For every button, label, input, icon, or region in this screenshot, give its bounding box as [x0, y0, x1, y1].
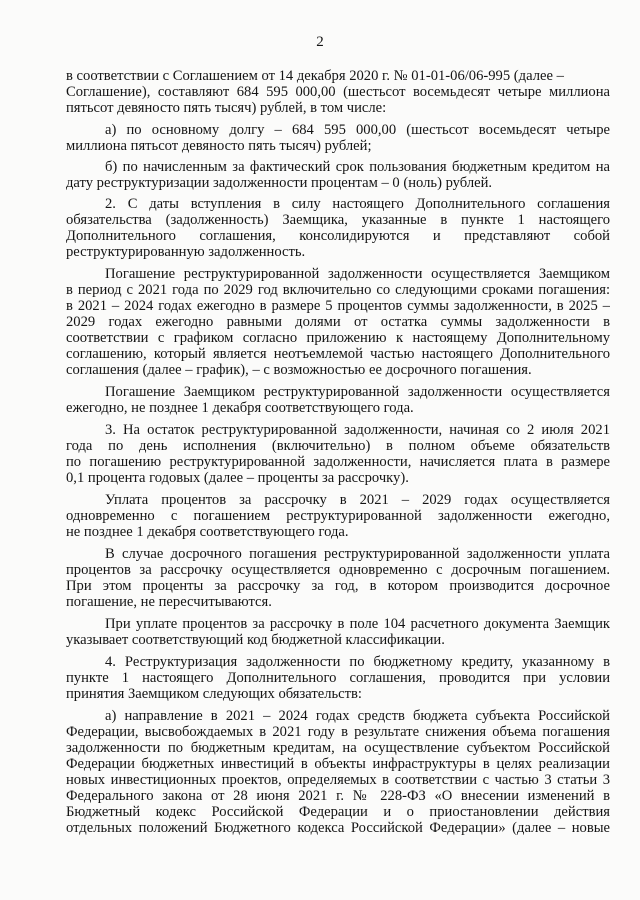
text-line: принятия Заемщиком следующих обязательств:	[66, 686, 362, 702]
text-line: пятьсот девяносто пять тысяч) рублей, в том числе:	[66, 100, 387, 116]
text-line: в 2021 – 2024 годах ежегодно в размере 5 процентов суммы задолженности, в 2025 –	[66, 298, 610, 314]
text-line: Погашение Заемщиком реструктурированной задолженности осуществляется	[105, 384, 610, 400]
text-line: года по день исполнения (включительно) в полном объеме обязательств	[66, 438, 610, 454]
text-line: 4. Реструктуризация задолженности по бюджетному кредиту, указанному в	[105, 654, 610, 670]
text-line: не позднее 1 декабря соответствующего года.	[66, 524, 349, 540]
text-line: Уплата процентов за рассрочку в 2021 – 2029 годах осуществляется	[105, 492, 610, 508]
text-line: соответствии с графиком согласно приложению к настоящему Дополнительному	[66, 330, 610, 346]
text-line: задолженности по бюджетным кредитам, на осуществление субъектом Российской	[66, 740, 610, 756]
text-line: одновременно с погашением реструктурированной задолженности ежегодно,	[66, 508, 610, 524]
text-line: Соглашение), составляют 684 595 000,00 (шестьсот восемьдесят четыре миллиона	[66, 84, 610, 100]
text-line: в соответствии с Соглашением от 14 декабря 2020 г. № 01-01-06/06-995 (далее –	[66, 68, 564, 84]
text-line: 2029 годах ежегодно равными долями от остатка суммы задолженности в	[66, 314, 610, 330]
text-line: Федерального закона от 28 июня 2021 г. № 228-ФЗ «О внесении изменений в	[66, 788, 610, 804]
text-line: указывает соответствующий код бюджетной классификации.	[66, 632, 445, 648]
text-line: обязательства (задолженность) Заемщика, указанные в пункте 1 настоящего	[66, 212, 610, 228]
text-line: а) по основному долгу – 684 595 000,00 (шестьсот восемьдесят четыре	[105, 122, 610, 138]
text-line: новых инвестиционных проектов, определяемых в соответствии с частью 3 статьи 3	[66, 772, 610, 788]
text-line: При уплате процентов за рассрочку в поле 104 расчетного документа Заемщик	[105, 616, 610, 632]
text-line: Федерации, высвобождаемых в 2021 году в результате снижения объема погашения	[66, 724, 610, 740]
page-number: 2	[316, 34, 324, 50]
text-line: в период с 2021 года по 2029 год включительно со следующими сроками погашения:	[66, 282, 610, 298]
text-line: соглашения (далее – график), – с возможностью ее досрочного погашения.	[66, 362, 532, 378]
text-line: реструктурированную задолженность.	[66, 244, 306, 260]
text-line: В случае досрочного погашения реструктурированной задолженности уплата	[105, 546, 610, 562]
text-line: ежегодно, не позднее 1 декабря соответствующего года.	[66, 400, 414, 416]
text-line: Бюджетный кодекс Российской Федерации и о приостановлении действия	[66, 804, 610, 820]
text-line: 0,1 процента годовых (далее – проценты за рассрочку).	[66, 470, 409, 486]
text-line: по погашению реструктурированной задолженности, начисляется плата в размере	[66, 454, 610, 470]
text-line: Погашение реструктурированной задолженности осуществляется Заемщиком	[105, 266, 610, 282]
text-line: дату реструктуризации задолженности процентам – 0 (ноль) рублей.	[66, 175, 493, 191]
text-line: б) по начисленным за фактический срок пользования бюджетным кредитом на	[105, 159, 610, 175]
text-line: миллиона пятьсот девяносто пять тысяч) рублей;	[66, 138, 372, 154]
text-line: При этом проценты за рассрочку за год, в котором производится досрочное	[66, 578, 610, 594]
text-line: погашение, не пересчитываются.	[66, 594, 272, 610]
text-line: Федерации бюджетных инвестиций в объекты инфраструктуры в целях реализации	[66, 756, 610, 772]
text-line: процентов за рассрочку осуществляется одновременно с досрочным погашением.	[66, 562, 610, 578]
text-line: а) направление в 2021 – 2024 годах средств бюджета субъекта Российской	[105, 708, 610, 724]
text-line: отдельных положений Бюджетного кодекса Российской Федерации» (далее – новые	[66, 820, 610, 836]
text-line: соглашению, который является неотъемлемой частью настоящего Дополнительного	[66, 346, 610, 362]
text-line: 3. На остаток реструктурированной задолженности, начиная со 2 июля 2021	[105, 422, 610, 438]
text-line: 2. С даты вступления в силу настоящего Дополнительного соглашения	[105, 196, 610, 212]
text-line: пункте 1 настоящего Дополнительного соглашения, проводится при условии	[66, 670, 610, 686]
text-line: Дополнительного соглашения, консолидируются и представляют собой	[66, 228, 610, 244]
